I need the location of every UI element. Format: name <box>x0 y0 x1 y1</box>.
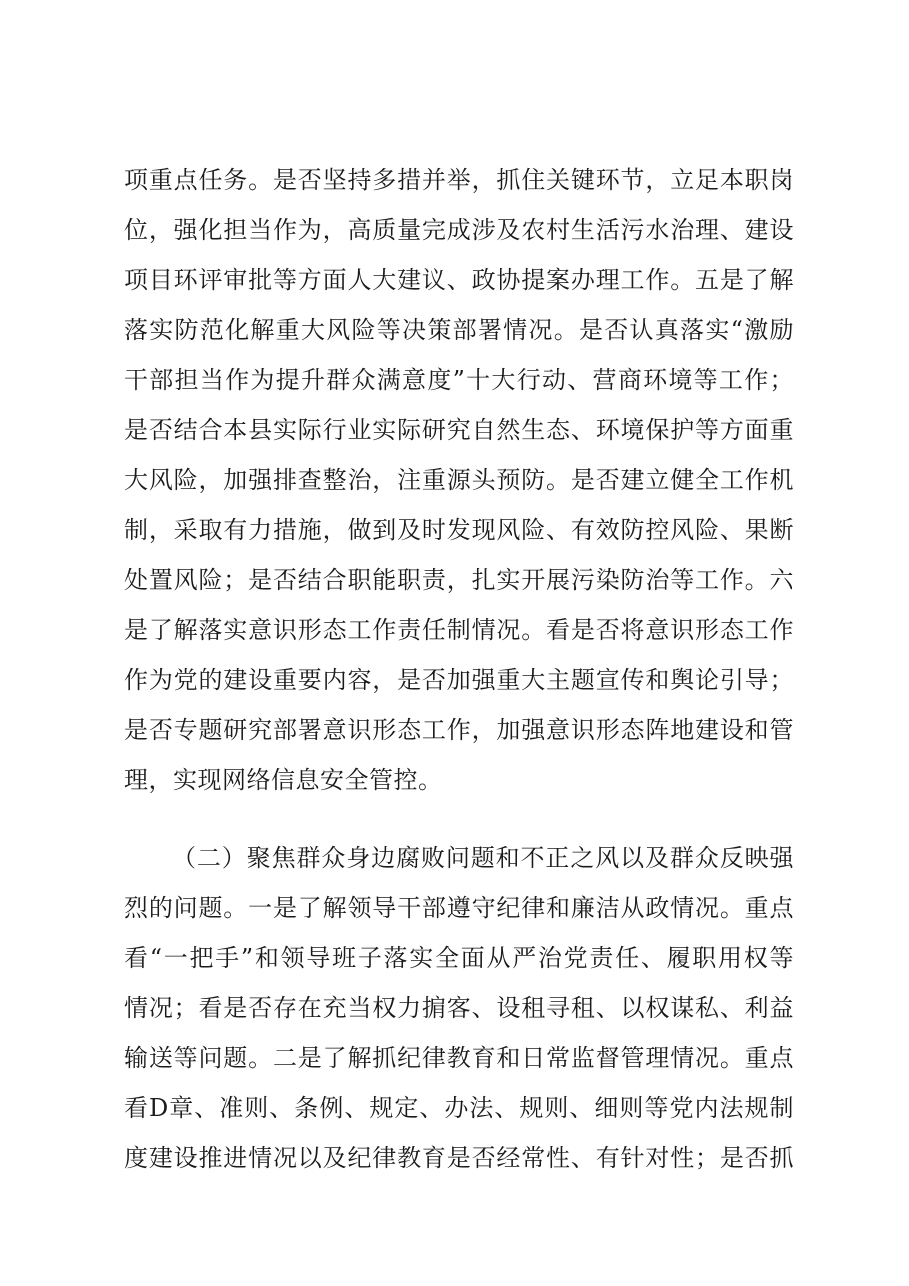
paragraph-line: 干部担当作为提升群众满意度”十大行动、营商环境等工作； <box>124 366 794 394</box>
paragraph-line: （二）聚焦群众身边腐败问题和不正之风以及群众反映强 <box>172 844 794 872</box>
paragraph-line: 位，强化担当作为，高质量完成涉及农村生活污水治理、建设 <box>124 216 794 244</box>
paragraph-line: 项目环评审批等方面人大建议、政协提案办理工作。五是了解 <box>124 266 794 294</box>
paragraph-line: 看“一把手”和领导班子落实全面从严治党责任、履职用权等 <box>124 944 794 972</box>
paragraph-line: 度建设推进情况以及纪律教育是否经常性、有针对性；是否抓 <box>124 1144 794 1172</box>
paragraph-line: 落实防范化解重大风险等决策部署情况。是否认真落实“激励 <box>124 316 794 344</box>
paragraph-line: 看D章、准则、条例、规定、办法、规则、细则等党内法规制 <box>124 1094 794 1122</box>
paragraph-line: 情况；看是否存在充当权力掮客、设租寻租、以权谋私、利益 <box>124 994 794 1022</box>
paragraph-line: 制，采取有力措施，做到及时发现风险、有效防控风险、果断 <box>124 516 794 544</box>
paragraph-line: 处置风险；是否结合职能职责，扎实开展污染防治等工作。六 <box>124 566 794 594</box>
paragraph-line: 项重点任务。是否坚持多措并举，抓住关键环节，立足本职岗 <box>124 166 794 194</box>
paragraph-line: 是否结合本县实际行业实际研究自然生态、环境保护等方面重 <box>124 416 794 444</box>
paragraph-line: 大风险，加强排查整治，注重源头预防。是否建立健全工作机 <box>124 466 794 494</box>
paragraph-line: 是了解落实意识形态工作责任制情况。看是否将意识形态工作 <box>124 616 794 644</box>
paragraph-line: 理，实现网络信息安全管控。 <box>124 766 443 794</box>
paragraph-line: 输送等问题。二是了解抓纪律教育和日常监督管理情况。重点 <box>124 1044 794 1072</box>
paragraph-line: 烈的问题。一是了解领导干部遵守纪律和廉洁从政情况。重点 <box>124 894 794 922</box>
paragraph-line: 是否专题研究部署意识形态工作，加强意识形态阵地建设和管 <box>124 716 794 744</box>
paragraph-line: 作为党的建设重要内容，是否加强重大主题宣传和舆论引导； <box>124 666 794 694</box>
